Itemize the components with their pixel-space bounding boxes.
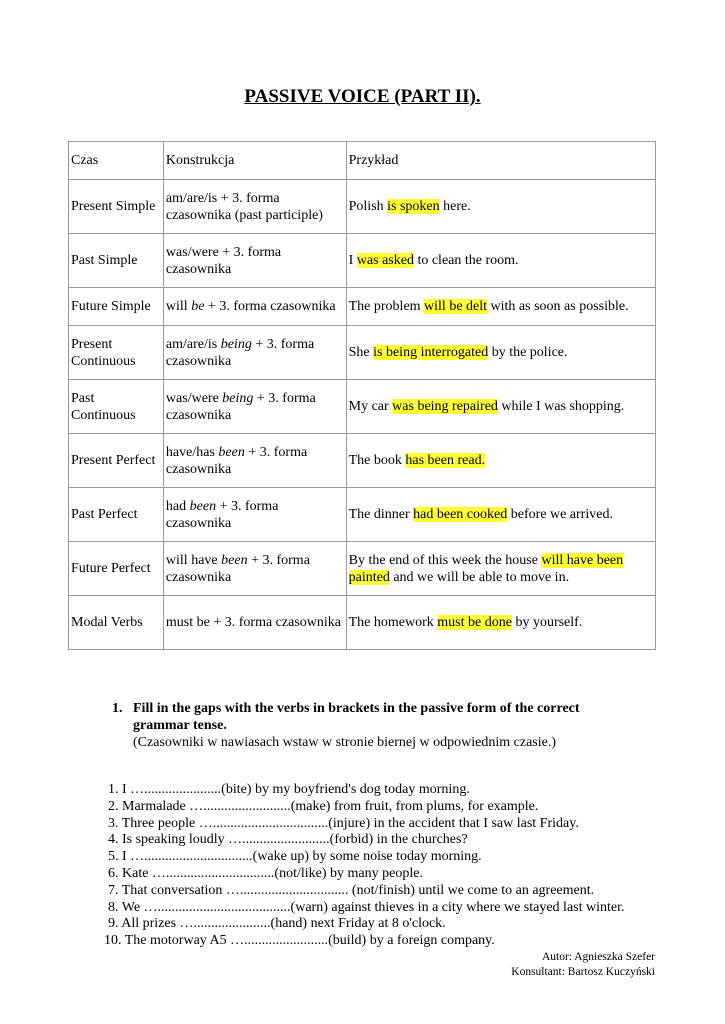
example-text: The problem [348,299,425,314]
highlighted-passive: was asked [356,253,414,268]
exercise-sentence: 6. Kate …...............................(not/like) by many people. [108,865,423,881]
tense-cell: Modal Verbs [69,596,164,650]
highlighted-passive: was being repaired [392,399,498,414]
highlighted-passive: is being interrogated [373,345,489,360]
tense-cell: Present Perfect [69,434,164,488]
example-text: before we arrived. [507,507,613,522]
example-text: My car [348,399,393,414]
exercise-number: 1. [112,701,123,716]
highlighted-passive: has been read. [405,453,486,468]
table-row [69,180,656,234]
consultant-credit: Konsultant: Bartosz Kuczyński [511,966,655,978]
example-text: with as soon as possible. [487,299,629,314]
highlighted-passive: is spoken [387,199,440,214]
exercise-instruction: Fill in the gaps with the verbs in brackets in the passive form of the correct grammar tense. [133,701,580,733]
construction-italic: being [222,390,254,406]
author-credit: Autor: Agnieszka Szefer [541,951,655,963]
example-text: Polish [348,199,388,214]
passive-voice-table [68,141,656,650]
construction-italic: been [218,444,245,460]
highlighted-passive: will have been painted [348,552,624,585]
construction-text: will [165,299,192,314]
construction-cell [163,180,346,234]
table-row [69,234,656,288]
construction-text: was/were + 3. forma czasownika [165,244,282,277]
example-text: by yourself. [511,615,583,630]
construction-text: had [165,498,190,514]
example-text: The book [348,453,406,468]
header-example: Przykład [346,142,655,180]
exercise-sentence: 3. Three people ….................................(injure) in the accident that I saw last Friday. [108,815,579,831]
exercise-sentence: 8. We …......................................(warn) against thieves in a city where we stayed last winter. [108,899,625,915]
construction-cell [163,596,346,650]
construction-text: + 3. forma czasownika [165,552,310,585]
exercise-instruction-pl: (Czasowniki w nawiasach wstaw w stronie biernej w odpowiednim czasie.) [133,735,556,750]
example-cell [346,542,655,596]
table-row [69,434,656,488]
construction-text: + 3. forma czasownika [165,444,308,477]
construction-cell [163,542,346,596]
construction-text: + 3. forma czasownika [204,299,336,314]
highlighted-passive: must be done [437,615,512,630]
example-cell [346,380,655,434]
example-text: I [348,253,357,268]
tense-cell: Present Simple [69,180,164,234]
example-cell [346,434,655,488]
example-cell [346,488,655,542]
construction-text: + 3. forma czasownika [165,390,316,423]
highlighted-passive: had been cooked [413,507,508,522]
table-row [69,288,656,326]
tense-cell: Future Perfect [69,542,164,596]
table-row [69,542,656,596]
footer [511,950,655,980]
construction-text: am/are/is [165,336,221,352]
construction-cell [163,326,346,380]
example-cell [346,288,655,326]
table-row [69,596,656,650]
example-text: and we will be able to move in. [389,569,570,585]
construction-italic: been [189,498,217,514]
example-text: The homework [348,615,438,630]
exercise-sentence: 1. I …......................(bite) by my boyfriend's dog today morning. [108,782,470,797]
tense-cell: Past Continuous [69,380,164,434]
construction-text: am/are/is + 3. forma czasownika (past participle) [165,190,323,223]
header-construction: Konstrukcja [163,142,346,180]
exercise-sentence: 10. The motorway A5 …........................(build) by a foreign company. [104,933,495,949]
construction-cell [163,488,346,542]
construction-italic: be [191,299,205,314]
example-text: By the end of this week the house [348,552,542,568]
construction-text: was/were [165,390,223,406]
exercise-sentence: 2. Marmalade ….........................(make) from fruit, from plums, for example. [108,798,539,814]
table-header-row [69,142,656,180]
table-row [69,326,656,380]
construction-text: + 3. forma czasownika [165,336,315,369]
example-text: She [348,345,374,360]
tense-cell: Past Perfect [69,488,164,542]
construction-text: + 3. forma czasownika [165,498,279,531]
construction-italic: being [220,336,252,352]
construction-text: have/has [165,444,219,460]
exercise-sentences [104,782,688,950]
construction-cell [163,234,346,288]
example-text: to clean the room. [413,253,519,268]
example-text: The dinner [348,507,414,522]
exercise-sentence: 5. I …...............................(wake up) by some noise today morning. [108,849,482,865]
example-cell [346,234,655,288]
header-tense: Czas [69,142,164,180]
exercise-sentence: 7. That conversation …............................... (not/finish) until we come to an agreement. [108,882,595,898]
highlighted-passive: will be delt [424,299,488,314]
construction-text: will have [165,552,222,568]
example-cell [346,326,655,380]
exercise-header [112,700,632,751]
example-cell [346,596,655,650]
construction-cell [163,288,346,326]
table-row [69,488,656,542]
construction-italic: been [221,552,248,568]
exercise-sentence: 9. All prizes …......................(hand) next Friday at 8 o'clock. [108,916,446,932]
construction-cell [163,434,346,488]
page-title: PASSIVE VOICE (PART II). [244,86,481,107]
tense-cell: Future Simple [69,288,164,326]
example-text: by the police. [488,345,568,360]
tense-cell: Present Continuous [69,326,164,380]
tense-cell: Past Simple [69,234,164,288]
example-cell [346,180,655,234]
construction-text: must be + 3. forma czasownika [165,615,341,630]
construction-cell [163,380,346,434]
table-row [69,380,656,434]
exercise-sentence: 4. Is speaking loudly ….........................(forbid) in the churches? [108,832,468,848]
example-text: while I was shopping. [497,399,625,414]
example-text: here. [439,199,471,214]
